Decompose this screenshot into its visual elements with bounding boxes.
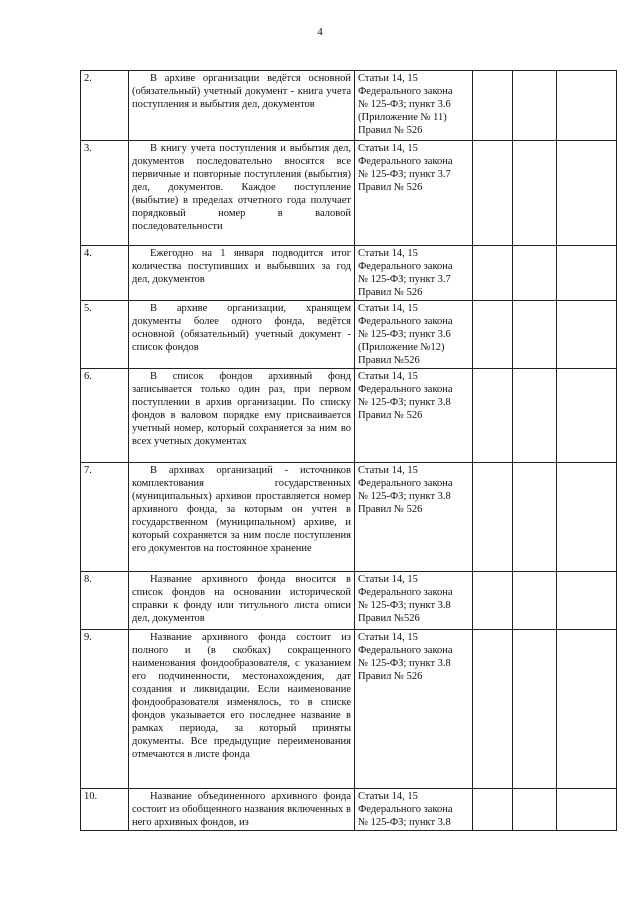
empty-cell: [513, 71, 557, 141]
empty-cell: [473, 301, 513, 369]
table-row: [81, 301, 617, 369]
empty-cell: [557, 630, 617, 789]
empty-cell: [557, 369, 617, 463]
requirement-text: Название объединенного архивного фонда состоит из обобщенного названия включенных в него архивных фондов, из: [129, 789, 355, 831]
requirement-text: Ежегодно на 1 января подводится итог количества поступивших и выбывших за год дел, документов: [129, 246, 355, 301]
row-number: 2.: [81, 71, 129, 141]
legal-reference: Статьи 14, 15 Федерального закона № 125-ФЗ; пункт 3.8 Правил №526: [355, 572, 473, 630]
table-row: [81, 246, 617, 301]
page-number: 4: [317, 26, 323, 38]
empty-cell: [513, 463, 557, 572]
empty-cell: [513, 789, 557, 831]
empty-cell: [513, 141, 557, 246]
legal-reference: Статьи 14, 15 Федерального закона № 125-ФЗ; пункт 3.6 (Приложение № 11) Правил № 526: [355, 71, 473, 141]
empty-cell: [473, 141, 513, 246]
table-row: [81, 630, 617, 789]
empty-cell: [557, 301, 617, 369]
row-number: 4.: [81, 246, 129, 301]
requirement-text: В архиве организации ведётся основной (обязательный) учетный документ - книга учета поступления и выбытия дел, документов: [129, 71, 355, 141]
empty-cell: [473, 572, 513, 630]
empty-cell: [473, 789, 513, 831]
row-number: 5.: [81, 301, 129, 369]
row-number: 9.: [81, 630, 129, 789]
requirements-table: [80, 70, 617, 831]
empty-cell: [473, 246, 513, 301]
legal-reference: Статьи 14, 15 Федерального закона № 125-ФЗ; пункт 3.8: [355, 789, 473, 831]
requirement-text: Название архивного фонда вносится в список фондов на основании исторической справки к фонду или титульного листа описи дел, документов: [129, 572, 355, 630]
table-row: [81, 369, 617, 463]
empty-cell: [513, 630, 557, 789]
requirement-text: В архивах организаций - источников комплектования государственных (муниципальных) архивов проставляется номер архивного фонда, за которым он учтен в государственном (муниципальном) архиве, и который сохраняется за ним после поступления его документов на постоянное хранение: [129, 463, 355, 572]
empty-cell: [513, 246, 557, 301]
legal-reference: Статьи 14, 15 Федерального закона № 125-ФЗ; пункт 3.8 Правил № 526: [355, 463, 473, 572]
empty-cell: [557, 71, 617, 141]
empty-cell: [513, 301, 557, 369]
row-number: 10.: [81, 789, 129, 831]
empty-cell: [557, 789, 617, 831]
legal-reference: Статьи 14, 15 Федерального закона № 125-ФЗ; пункт 3.8 Правил № 526: [355, 369, 473, 463]
row-number: 6.: [81, 369, 129, 463]
requirement-text: В список фондов архивный фонд записывается только один раз, при первом поступлении в архив организации. По списку фондов в валовом порядке ему присваивается учетный номер, который сохраняется за ним во всех учетных документах: [129, 369, 355, 463]
table-row: [81, 789, 617, 831]
requirement-text: Название архивного фонда состоит из полного и (в скобках) сокращенного наименования фондообразователя, с указанием его подчиненности, местонахождения, дат создания и ликвидации. Если наименование фондообразователя изменялось, то в списке фондов указывается его последнее название в рамках периода, за который приняты документы. Все предыдущие переименования отмечаются в листе фонда: [129, 630, 355, 789]
empty-cell: [513, 369, 557, 463]
legal-reference: Статьи 14, 15 Федерального закона № 125-ФЗ; пункт 3.6 (Приложение №12) Правил №526: [355, 301, 473, 369]
empty-cell: [473, 369, 513, 463]
table-row: [81, 572, 617, 630]
empty-cell: [557, 246, 617, 301]
table-row: [81, 71, 617, 141]
empty-cell: [557, 463, 617, 572]
empty-cell: [557, 572, 617, 630]
empty-cell: [473, 71, 513, 141]
empty-cell: [473, 463, 513, 572]
empty-cell: [513, 572, 557, 630]
table-row: [81, 463, 617, 572]
row-number: 7.: [81, 463, 129, 572]
requirement-text: В архиве организации, хранящем документы более одного фонда, ведётся основной (обязательный) учетный документ - список фондов: [129, 301, 355, 369]
legal-reference: Статьи 14, 15 Федерального закона № 125-ФЗ; пункт 3.7 Правил № 526: [355, 141, 473, 246]
row-number: 3.: [81, 141, 129, 246]
empty-cell: [557, 141, 617, 246]
empty-cell: [473, 630, 513, 789]
table-row: [81, 141, 617, 246]
row-number: 8.: [81, 572, 129, 630]
requirement-text: В книгу учета поступления и выбытия дел, документов последовательно вносятся все первичные и повторные поступления (выбытия) дел, документов. Каждое поступление (выбытие) в пределах отчетного года получает порядковый номер в валовой последовательности: [129, 141, 355, 246]
legal-reference: Статьи 14, 15 Федерального закона № 125-ФЗ; пункт 3.7 Правил № 526: [355, 246, 473, 301]
legal-reference: Статьи 14, 15 Федерального закона № 125-ФЗ; пункт 3.8 Правил № 526: [355, 630, 473, 789]
